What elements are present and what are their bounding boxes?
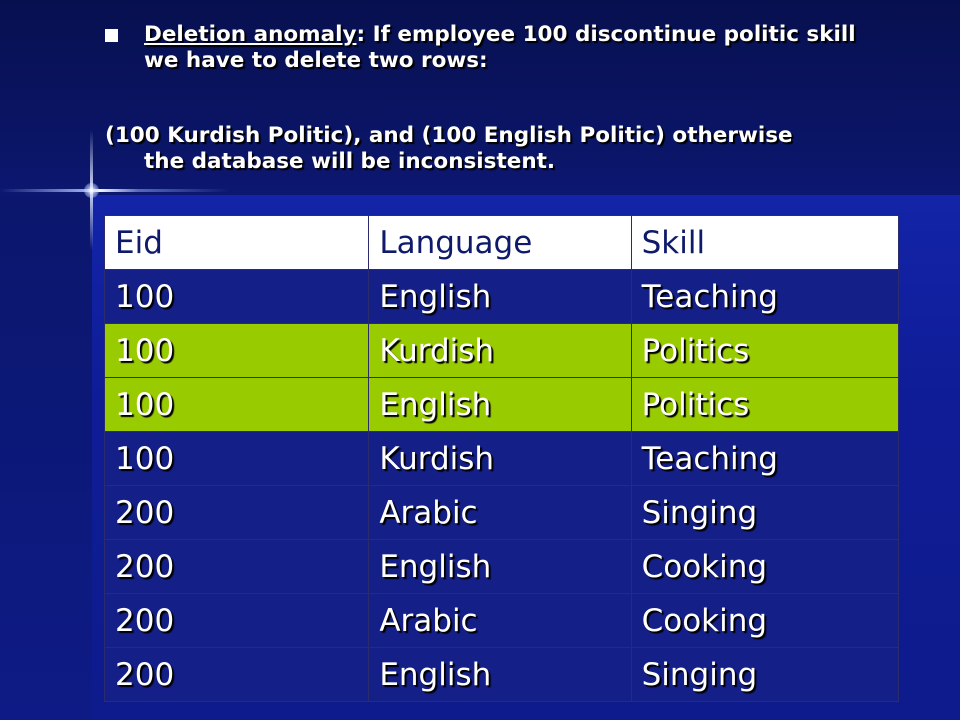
cell-language: English	[369, 270, 631, 324]
slide-background-left	[0, 195, 92, 720]
cell-language: English	[369, 648, 631, 702]
paragraph-line-2: the database will be inconsistent.	[144, 149, 556, 174]
cell-eid: 200	[105, 486, 369, 540]
header-language: Language	[369, 216, 631, 270]
cell-skill: Singing	[631, 486, 898, 540]
cell-language: English	[369, 540, 631, 594]
cell-skill: Politics	[631, 324, 898, 378]
cell-eid: 200	[105, 648, 369, 702]
table-header-row	[105, 216, 899, 270]
cell-language: Kurdish	[369, 324, 631, 378]
table-row	[105, 540, 899, 594]
cell-eid: 200	[105, 540, 369, 594]
table-row-highlighted	[105, 324, 899, 378]
cell-eid: 100	[105, 270, 369, 324]
cell-skill: Teaching	[631, 432, 898, 486]
cell-skill: Cooking	[631, 594, 898, 648]
cell-skill: Politics	[631, 378, 898, 432]
cell-skill: Cooking	[631, 540, 898, 594]
cell-eid: 100	[105, 378, 369, 432]
bullet-point	[105, 22, 885, 74]
bullet-description: : If employee 100 discontinue politic skill we have to delete two rows:	[144, 22, 856, 73]
cell-language: English	[369, 378, 631, 432]
table-row	[105, 486, 899, 540]
table-row	[105, 270, 899, 324]
table-row	[105, 648, 899, 702]
employee-skills-table	[104, 215, 899, 702]
cell-language: Arabic	[369, 594, 631, 648]
cell-eid: 100	[105, 432, 369, 486]
cell-eid: 200	[105, 594, 369, 648]
explanation-paragraph	[105, 123, 895, 175]
light-flare-horizontal	[0, 189, 230, 192]
deletion-anomaly-term: Deletion anomaly	[144, 22, 357, 47]
cell-language: Kurdish	[369, 432, 631, 486]
header-skill: Skill	[631, 216, 898, 270]
cell-eid: 100	[105, 324, 369, 378]
cell-language: Arabic	[369, 486, 631, 540]
bullet-text	[144, 22, 885, 74]
bullet-square-icon	[105, 29, 118, 42]
cell-skill: Teaching	[631, 270, 898, 324]
table-row	[105, 432, 899, 486]
paragraph-line-1: (100 Kurdish Politic), and (100 English Politic) otherwise	[105, 123, 793, 148]
light-flare-center	[84, 183, 99, 198]
cell-skill: Singing	[631, 648, 898, 702]
table-row	[105, 594, 899, 648]
table-row-highlighted	[105, 378, 899, 432]
header-eid: Eid	[105, 216, 369, 270]
